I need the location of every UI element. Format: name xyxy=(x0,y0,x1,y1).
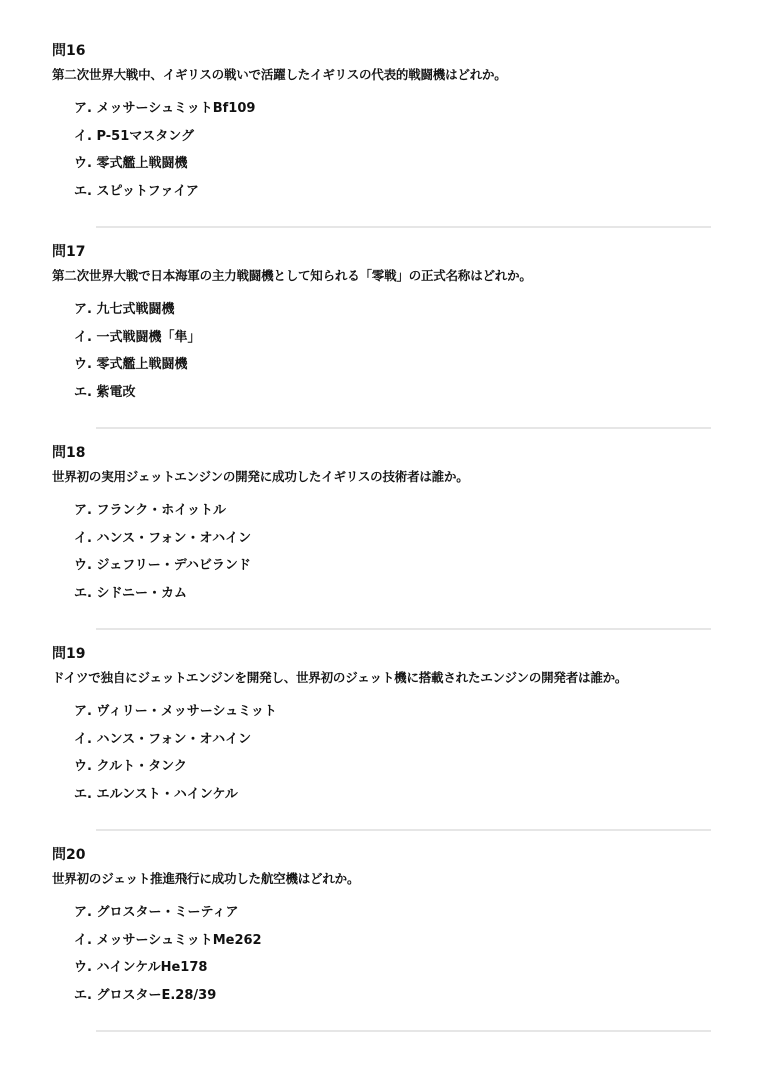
option-text: ハインケルHe178 xyxy=(96,960,208,975)
question-text: 第二次世界大戦で日本海軍の主力戦闘機として知られる「零戦」の正式名称はどれか。 xyxy=(52,268,532,283)
answer-option-u[interactable] xyxy=(74,959,262,987)
option-label: エ. xyxy=(74,786,92,802)
answer-option-e[interactable] xyxy=(74,585,251,613)
question-16 xyxy=(0,42,776,244)
option-text: ヴィリー・メッサーシュミット xyxy=(96,704,277,719)
question-20 xyxy=(0,846,776,1048)
question-number: 問19 xyxy=(52,646,86,662)
option-label: エ. xyxy=(74,585,92,601)
question-text: 世界初の実用ジェットエンジンの開発に成功したイギリスの技術者は誰か。 xyxy=(52,469,469,484)
option-label: エ. xyxy=(74,987,92,1003)
question-17 xyxy=(0,243,776,445)
answer-option-i[interactable] xyxy=(74,932,262,960)
option-text: 紫電改 xyxy=(96,384,136,400)
option-label: ウ. xyxy=(74,357,92,372)
option-text: シドニー・カム xyxy=(96,585,187,601)
option-label: ウ. xyxy=(74,156,92,171)
answer-option-u[interactable] xyxy=(74,356,201,384)
answer-option-a[interactable] xyxy=(74,703,277,731)
option-text: ハンス・フォン・オハイン xyxy=(96,530,252,546)
option-text: 九七式戦闘機 xyxy=(96,302,175,317)
option-label: エ. xyxy=(74,384,92,400)
answer-option-u[interactable] xyxy=(74,758,277,786)
option-label: イ. xyxy=(74,932,92,948)
question-number: 問17 xyxy=(52,244,86,260)
option-text: メッサーシュミットBf109 xyxy=(96,101,256,116)
option-label: イ. xyxy=(74,128,92,144)
option-label: イ. xyxy=(74,329,92,345)
option-text: 零式艦上戦闘機 xyxy=(96,156,188,171)
answer-option-u[interactable] xyxy=(74,155,255,183)
answer-options xyxy=(74,301,201,411)
option-label: ウ. xyxy=(74,759,92,774)
answer-options xyxy=(74,502,251,612)
option-label: ウ. xyxy=(74,558,92,573)
option-text: グロスターE.28/39 xyxy=(96,987,217,1003)
option-text: ハンス・フォン・オハイン xyxy=(96,731,252,747)
option-label: ウ. xyxy=(74,960,92,975)
option-label: ア. xyxy=(74,704,92,719)
question-number: 問20 xyxy=(52,847,86,863)
option-text: グロスター・ミーティア xyxy=(96,905,239,920)
option-label: ア. xyxy=(74,302,92,317)
answer-option-a[interactable] xyxy=(74,904,262,932)
answer-option-e[interactable] xyxy=(74,786,277,814)
option-text: メッサーシュミットMe262 xyxy=(96,932,262,948)
option-label: ア. xyxy=(74,905,92,920)
answer-option-u[interactable] xyxy=(74,557,251,585)
option-text: エルンスト・ハインケル xyxy=(96,786,238,802)
question-divider xyxy=(96,226,711,228)
option-text: ジェフリー・デハビランド xyxy=(96,558,251,573)
answer-options xyxy=(74,904,262,1014)
option-label: ア. xyxy=(74,503,92,518)
answer-option-a[interactable] xyxy=(74,502,251,530)
question-divider xyxy=(96,829,711,831)
option-label: ア. xyxy=(74,101,92,116)
option-text: 一式戦闘機「隼」 xyxy=(96,329,201,345)
answer-option-e[interactable] xyxy=(74,987,262,1015)
option-text: クルト・タンク xyxy=(96,759,187,774)
question-number: 問18 xyxy=(52,445,86,461)
option-text: フランク・ホイットル xyxy=(96,503,226,518)
question-text: 第二次世界大戦中、イギリスの戦いで活躍したイギリスの代表的戦闘機はどれか。 xyxy=(52,67,507,82)
option-text: スピットファイア xyxy=(96,183,199,199)
question-text: ドイツで独自にジェットエンジンを開発し、世界初のジェット機に搭載されたエンジンの開発者は誰か。 xyxy=(52,670,628,685)
question-18 xyxy=(0,444,776,646)
option-label: イ. xyxy=(74,731,92,747)
option-text: P-51マスタング xyxy=(96,128,195,144)
option-text: 零式艦上戦闘機 xyxy=(96,357,188,372)
answer-option-a[interactable] xyxy=(74,301,201,329)
answer-option-i[interactable] xyxy=(74,329,201,357)
option-label: イ. xyxy=(74,530,92,546)
answer-options xyxy=(74,703,277,813)
answer-option-e[interactable] xyxy=(74,183,255,211)
option-label: エ. xyxy=(74,183,92,199)
answer-option-a[interactable] xyxy=(74,100,255,128)
answer-option-i[interactable] xyxy=(74,530,251,558)
question-divider xyxy=(96,628,711,630)
question-number: 問16 xyxy=(52,43,86,59)
question-divider xyxy=(96,1030,711,1032)
answer-option-e[interactable] xyxy=(74,384,201,412)
answer-option-i[interactable] xyxy=(74,731,277,759)
answer-options xyxy=(74,100,255,210)
answer-option-i[interactable] xyxy=(74,128,255,156)
question-text: 世界初のジェット推進飛行に成功した航空機はどれか。 xyxy=(52,871,360,886)
question-divider xyxy=(96,427,711,429)
question-19 xyxy=(0,645,776,847)
